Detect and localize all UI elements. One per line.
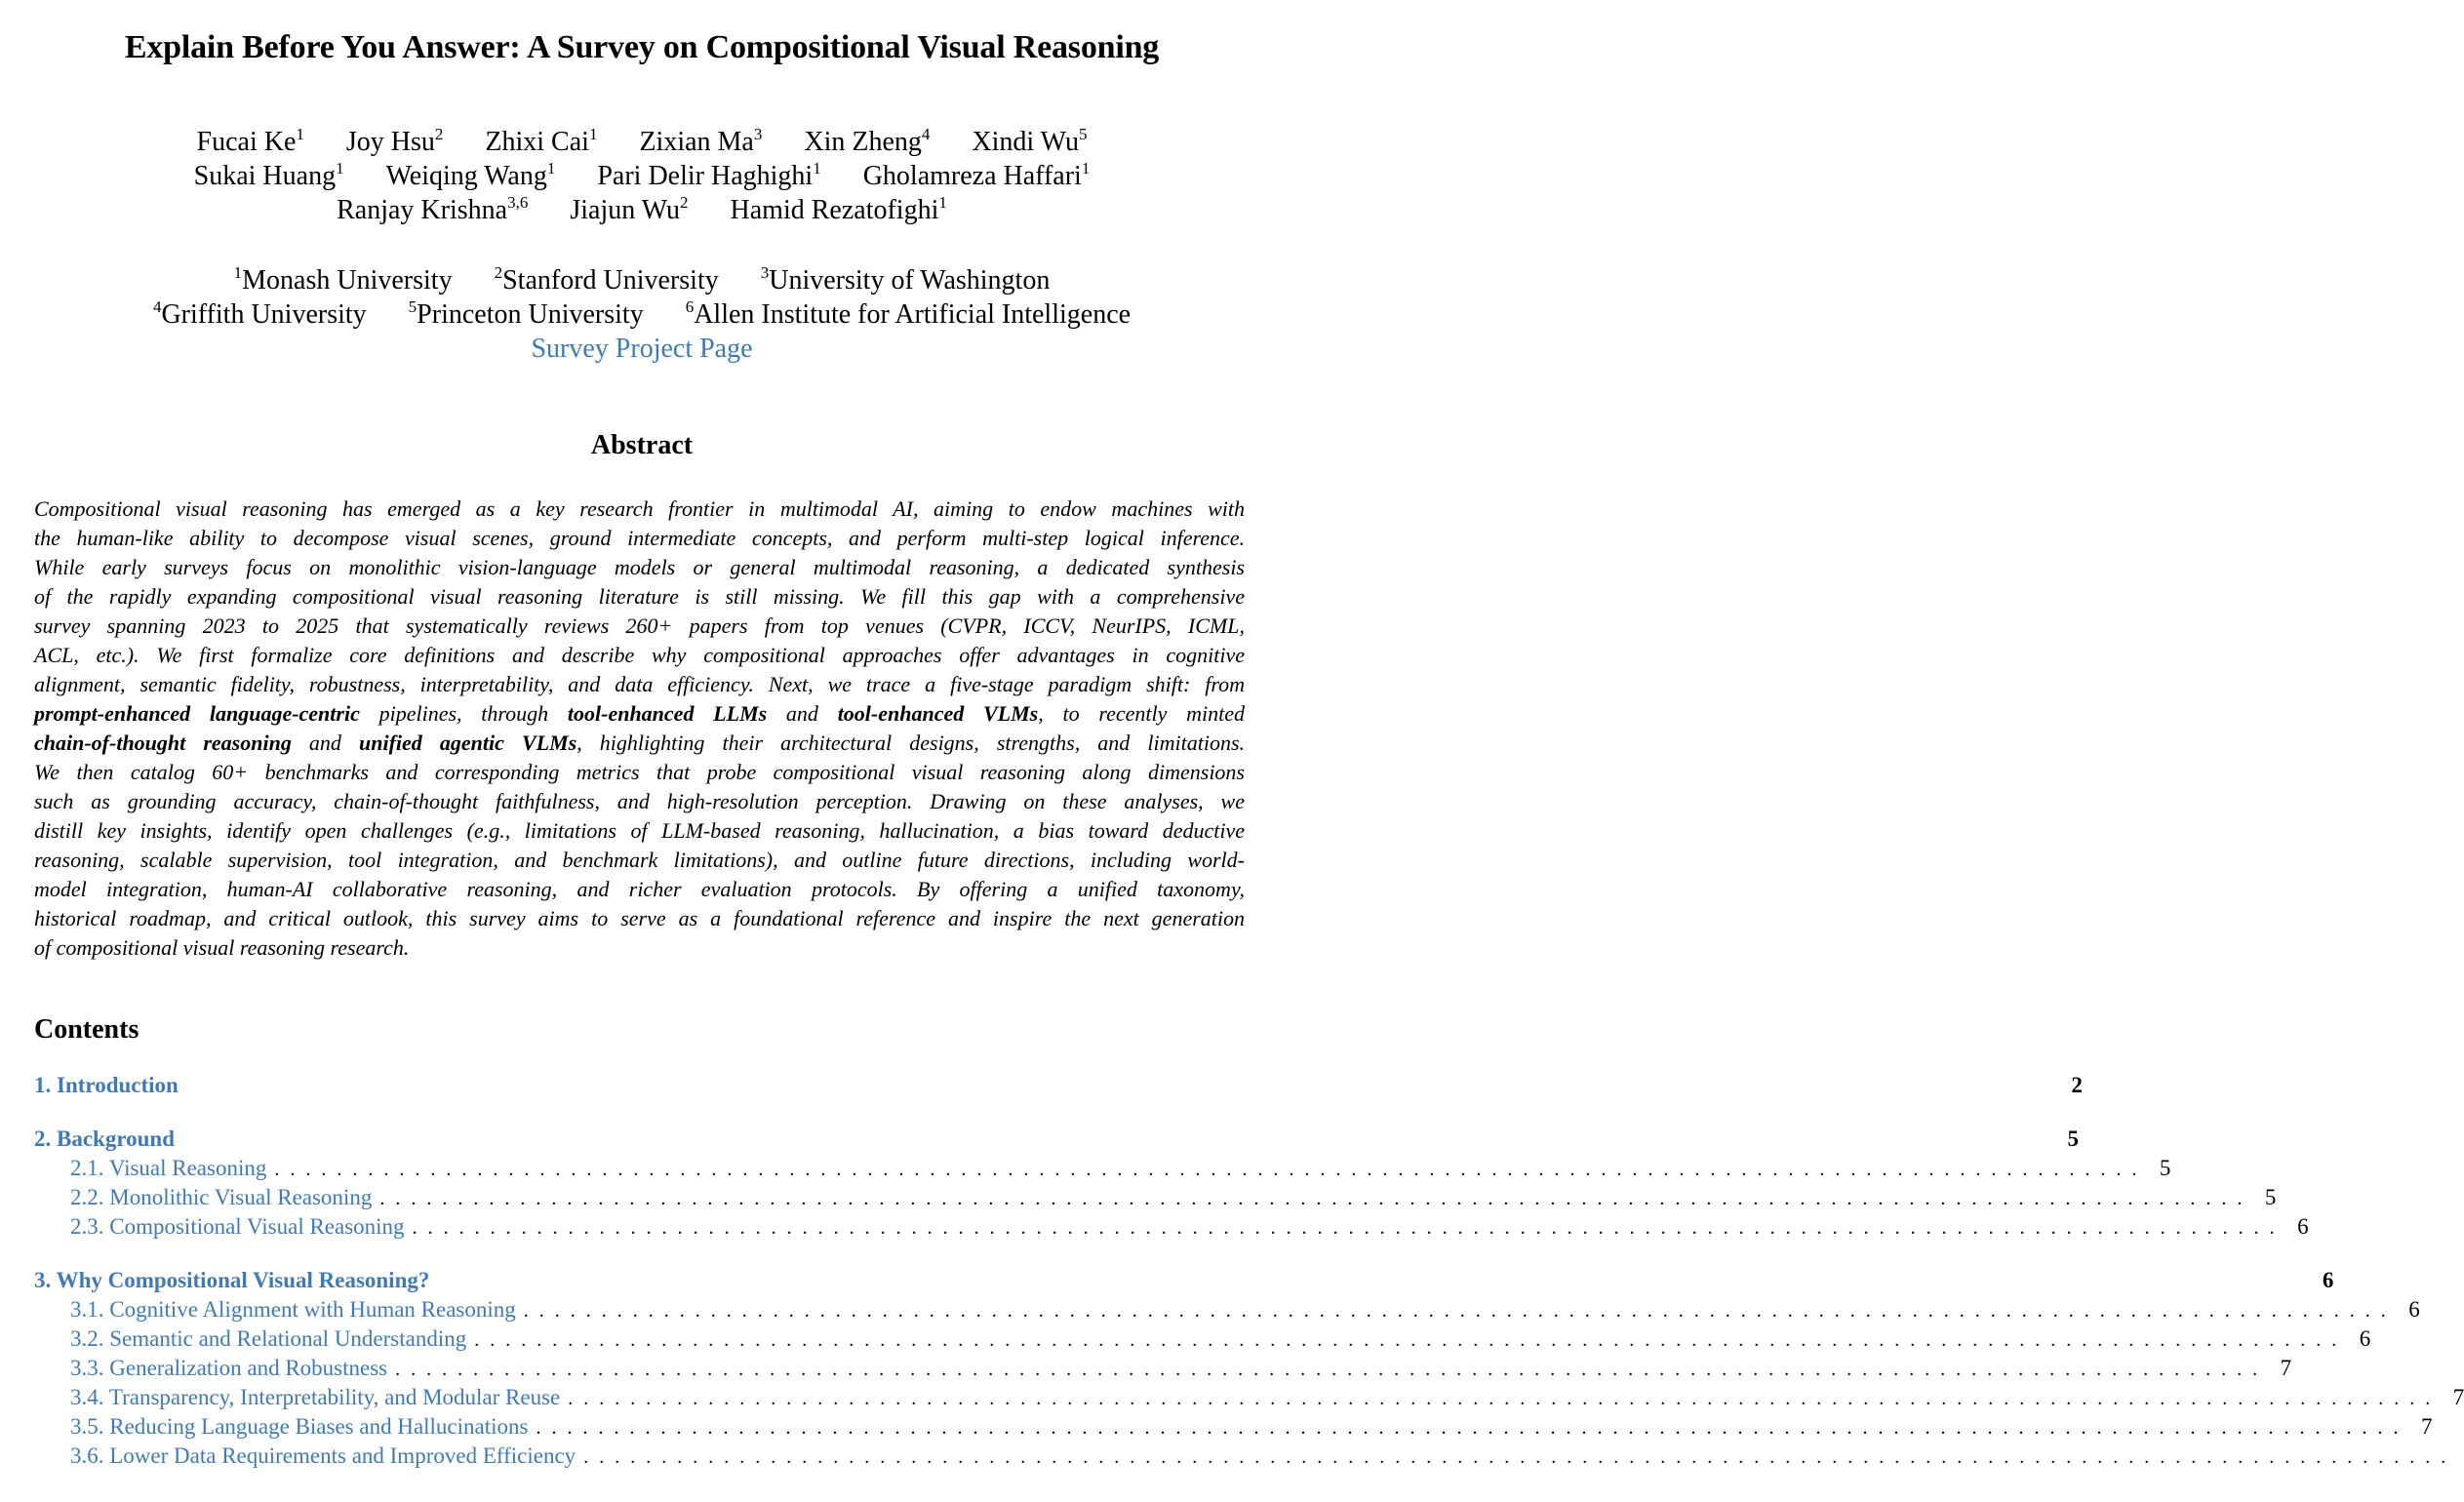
author-line <box>0 125 1284 159</box>
toc-entry[interactable] <box>34 1354 2292 1383</box>
abstract-line: survey spanning 2023 to 2025 that systematically reviews 260+ papers from top venues (CVPR, ICCV, NeurIPS, ICML, <box>34 613 1245 638</box>
author: Zixian Ma$^3$ <box>639 125 763 157</box>
abstract-line: prompt-enhanced language-centric pipelines, through tool-enhanced LLMs and tool-enhanced VLMs, to recently minted <box>34 701 1245 726</box>
abstract-line: We then catalog 60+ benchmarks and corresponding metrics that probe compositional visual reasoning along dimensions <box>34 760 1245 784</box>
abstract-line: model integration, human-AI collaborative reasoning, and richer evaluation protocols. By offering a unified taxonomy, <box>34 877 1245 901</box>
abstract-line: of the rapidly expanding compositional visual reasoning literature is still missing. We fill this gap with a comprehensive <box>34 584 1245 609</box>
affiliation: $^5$Princeton University <box>408 297 644 330</box>
toc-page-number: 6 <box>2359 1326 2371 1351</box>
abstract-line: chain-of-thought reasoning and unified agentic VLMs, highlighting their architectural designs, strengths, and limitations. <box>34 731 1245 755</box>
affiliation: $^1$Monash University <box>233 263 453 296</box>
contents-heading: Contents <box>34 1014 139 1045</box>
toc-dot-leader: ........................................................................................................................ <box>474 1329 2348 1351</box>
toc-entry-label[interactable]: 3. Why Compositional Visual Reasoning? <box>34 1268 430 1292</box>
toc-entry-label[interactable]: 2. Background <box>34 1126 176 1151</box>
toc-dot-leader: ........................................................................................................................ <box>395 1359 2269 1380</box>
toc-entry[interactable] <box>34 1442 2457 1471</box>
author: Weiqing Wang$^1$ <box>385 159 556 191</box>
toc-entry-label[interactable]: 3.1. Cognitive Alignment with Human Reasoning <box>70 1297 516 1322</box>
affiliation-line <box>0 332 1284 366</box>
toc-entry-label[interactable]: 3.6. Lower Data Requirements and Improved Efficiency <box>70 1443 576 1468</box>
abstract-line: of compositional visual reasoning research. <box>34 935 410 960</box>
abstract-line: While early surveys focus on monolithic vision-language models or general multimodal reasoning, a dedicated synthesis <box>34 555 1245 579</box>
toc-entry[interactable] <box>34 1295 2420 1324</box>
toc-page-number: 5 <box>2159 1156 2171 1180</box>
affiliation: $^2$Stanford University <box>494 263 719 296</box>
toc-page-number: 2 <box>2071 1073 2083 1097</box>
toc-dot-leader: ........................................................................................................................ <box>523 1300 2397 1322</box>
survey-project-link[interactable]: Survey Project Page <box>531 334 753 364</box>
author: Sukai Huang$^1$ <box>193 159 344 191</box>
toc-entry[interactable] <box>34 1266 2334 1295</box>
toc-entry[interactable] <box>34 1212 2309 1242</box>
affiliation: $^4$Griffith University <box>152 297 367 330</box>
toc-entry-label[interactable]: 3.4. Transparency, Interpretability, and Modular Reuse <box>70 1385 561 1409</box>
toc-entry[interactable] <box>34 1071 2083 1100</box>
toc-entry-label[interactable]: 2.3. Compositional Visual Reasoning <box>70 1214 405 1239</box>
toc-dot-leader: ........................................................................................................................ <box>274 1159 2148 1180</box>
toc-dot-leader: ........................................................................................................................ <box>379 1188 2253 1209</box>
toc-page-number: 7 <box>2452 1385 2464 1409</box>
author: Xindi Wu$^5$ <box>972 125 1088 157</box>
abstract-line: distill key insights, identify open challenges (e.g., limitations of LLM-based reasoning, hallucination, a bias toward deductive <box>34 818 1245 843</box>
toc-page-number: 5 <box>2067 1126 2080 1151</box>
toc-dot-leader: ........................................................................................................................ <box>536 1417 2409 1439</box>
abstract-body <box>34 494 1245 963</box>
abstract-line: Compositional visual reasoning has emerged as a key research frontier in multimodal AI, aiming to endow machines with <box>34 496 1245 521</box>
toc-entry[interactable] <box>34 1324 2371 1354</box>
toc-page-number: 6 <box>2297 1214 2309 1239</box>
abstract-line: such as grounding accuracy, chain-of-thought faithfulness, and high-resolution perception. Drawing on these analyses, we <box>34 789 1245 813</box>
toc-entry[interactable] <box>34 1412 2433 1442</box>
toc-dot-leader: ........................................................................................................................ <box>568 1388 2442 1409</box>
toc-entry-label[interactable]: 1. Introduction <box>34 1073 179 1097</box>
toc-page-number: 5 <box>2264 1185 2277 1209</box>
toc-entry[interactable] <box>34 1183 2277 1212</box>
author: Ranjay Krishna$^{3,6}$ <box>337 193 529 225</box>
toc-dot-leader: ........................................................................................................................ <box>412 1217 2285 1239</box>
author: Zhixi Cai$^1$ <box>485 125 598 157</box>
abstract-heading: Abstract <box>590 430 694 460</box>
abstract-line: the human-like ability to decompose visual scenes, ground intermediate concepts, and perform multi-step logical inference. <box>34 526 1245 550</box>
toc-entry[interactable] <box>34 1383 2464 1412</box>
author: Hamid Rezatofighi$^1$ <box>730 193 947 225</box>
abstract-line: ACL, etc.). We first formalize core definitions and describe why compositional approaches offer advantages in cognitive <box>34 643 1245 667</box>
toc-page-number: 6 <box>2322 1268 2334 1292</box>
toc-entry-label[interactable]: 3.2. Semantic and Relational Understanding <box>70 1326 467 1351</box>
toc-page-number: 7 <box>2420 1414 2433 1439</box>
abstract-line: historical roadmap, and critical outlook, this survey aims to serve as a foundational reference and inspire the next generation <box>34 906 1245 930</box>
affiliation-list <box>0 263 1284 366</box>
affiliation-line <box>0 263 1284 297</box>
author: Jiajun Wu$^2$ <box>570 193 689 225</box>
abstract-line: alignment, semantic fidelity, robustness, interpretability, and data efficiency. Next, we trace a five-stage paradigm shift: from <box>34 672 1245 696</box>
author: Xin Zheng$^4$ <box>804 125 931 157</box>
abstract-line: reasoning, scalable supervision, tool integration, and benchmark limitations), and outline future directions, including world- <box>34 848 1245 872</box>
author: Fucai Ke$^1$ <box>196 125 304 157</box>
toc-entry[interactable] <box>34 1154 2171 1183</box>
affiliation-line <box>0 297 1284 332</box>
toc-dot-leader: ........................................................................................................................ <box>583 1446 2457 1468</box>
author-line <box>0 159 1284 193</box>
toc-page-number: 6 <box>2408 1297 2420 1322</box>
toc-page-number: 7 <box>2280 1356 2292 1380</box>
toc-entry[interactable] <box>34 1125 2080 1154</box>
author: Joy Hsu$^2$ <box>345 125 444 157</box>
affiliation: $^6$Allen Institute for Artificial Intelligence <box>685 297 1132 330</box>
author-line <box>0 193 1284 227</box>
affiliation: $^3$University of Washington <box>760 263 1051 296</box>
author-list <box>0 125 1284 227</box>
toc-entry-label[interactable]: 2.2. Monolithic Visual Reasoning <box>70 1185 373 1209</box>
table-of-contents <box>34 1071 2464 1471</box>
author: Gholamreza Haffari$^1$ <box>862 159 1091 191</box>
toc-entry-label[interactable]: 3.3. Generalization and Robustness <box>70 1356 388 1380</box>
paper-title: Explain Before You Answer: A Survey on Compositional Visual Reasoning <box>124 29 1160 65</box>
author: Pari Delir Haghighi$^1$ <box>597 159 821 191</box>
toc-entry-label[interactable]: 2.1. Visual Reasoning <box>70 1156 267 1180</box>
toc-entry-label[interactable]: 3.5. Reducing Language Biases and Hallucinations <box>70 1414 529 1439</box>
